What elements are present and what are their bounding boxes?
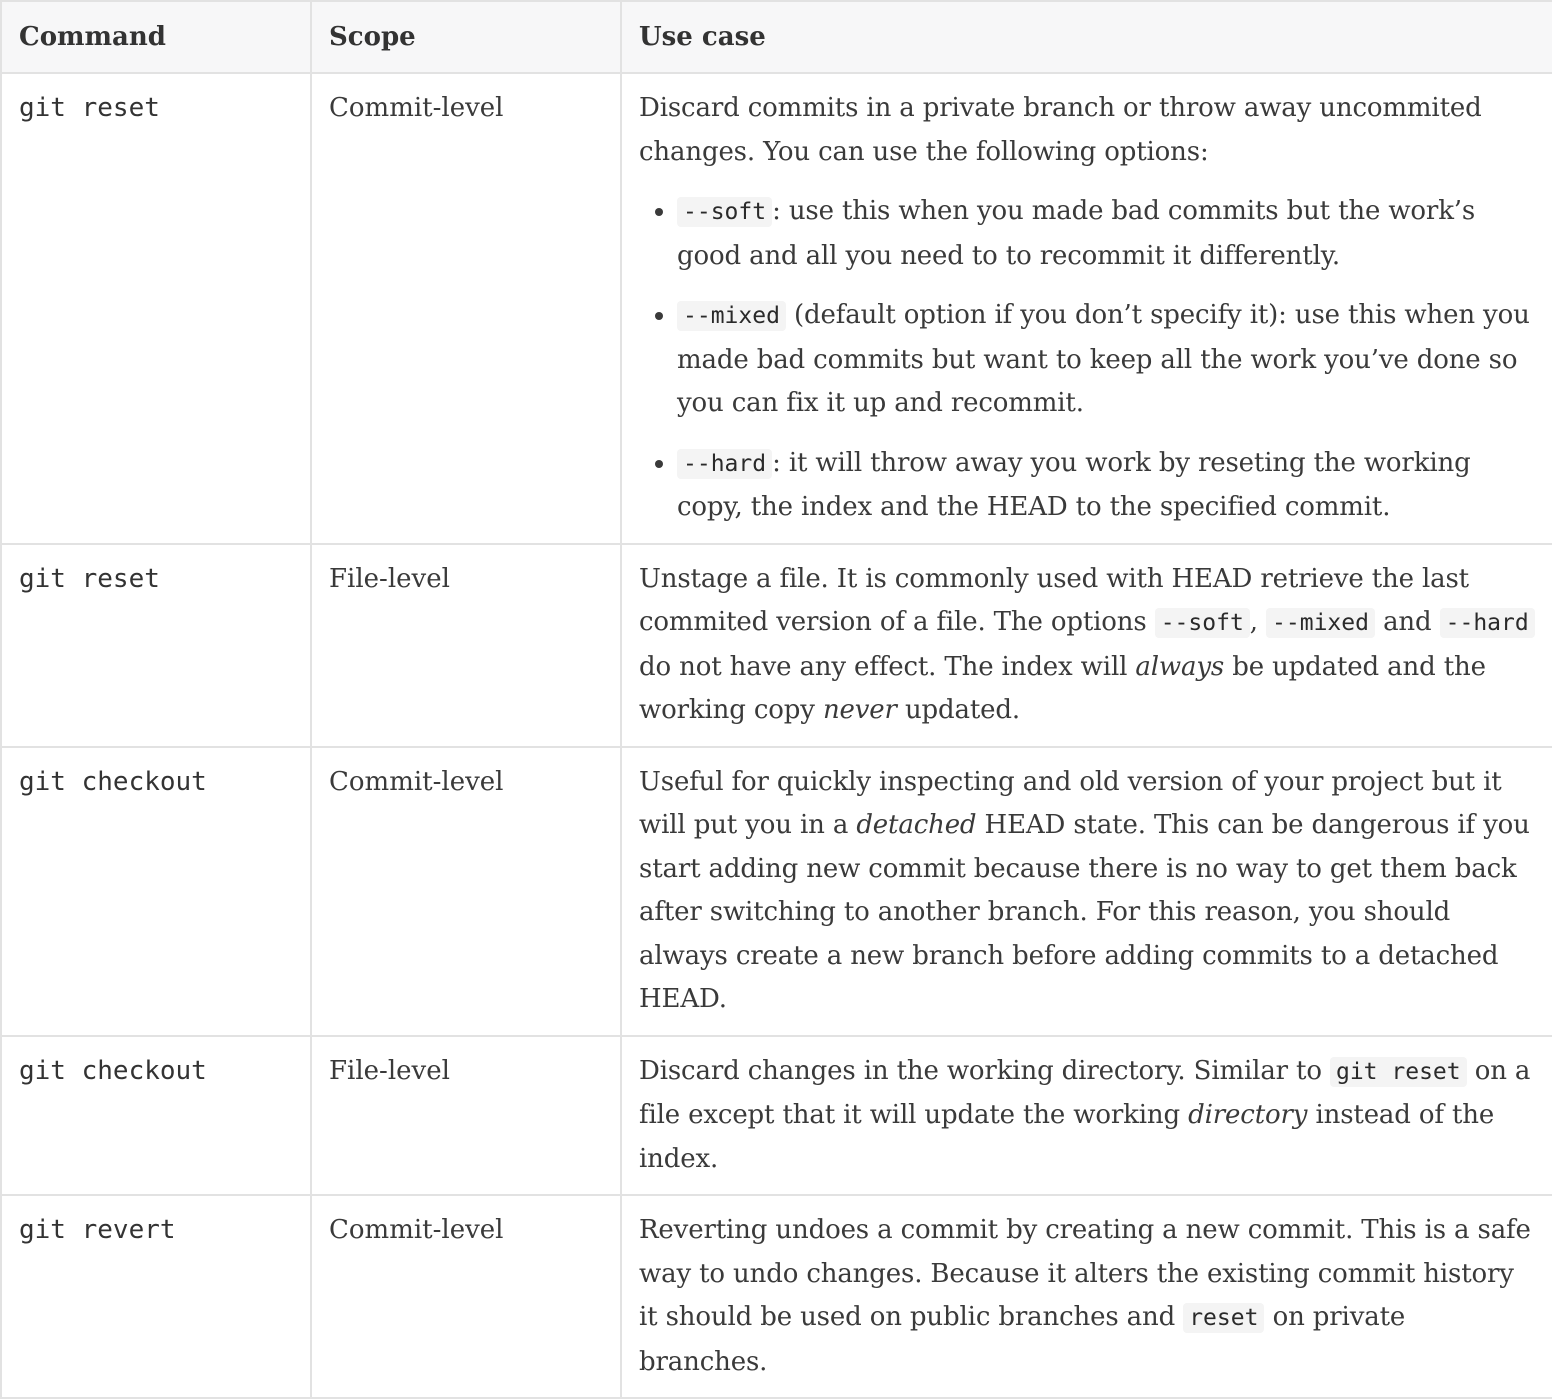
table-row <box>1 1036 1552 1196</box>
option-flag: --mixed <box>677 301 786 331</box>
text-run: Reverting undoes a commit by creating a new commit. This is a safe way to undo changes. Because it alters the existing commit history it should be used on public branches and <box>639 1215 1531 1332</box>
inline-code: --mixed <box>1266 608 1375 638</box>
option-item-soft <box>677 190 1536 278</box>
option-description: (default option if you don’t specify it): use this when you made bad commits but want to keep all the work you’ve done so you can fix it up and recommit. <box>677 300 1530 418</box>
command-cell: git checkout <box>1 1036 311 1196</box>
option-flag: --hard <box>677 449 772 479</box>
command-cell: git reset <box>1 544 311 747</box>
table-header-row <box>1 1 1552 73</box>
header-scope: Scope <box>311 1 621 73</box>
table-row <box>1 73 1552 544</box>
command-cell: git reset <box>1 73 311 544</box>
scope-cell: Commit-level <box>311 747 621 1036</box>
use-case-text <box>639 558 1536 733</box>
command-cell: git checkout <box>1 747 311 1036</box>
table-row <box>1 544 1552 747</box>
text-run: Unstage a file. It is commonly used with HEAD retrieve the last commited version of a file. The options <box>639 563 1469 637</box>
text-run: instead of the index. <box>639 1100 1495 1174</box>
table-row <box>1 747 1552 1036</box>
header-command: Command <box>1 1 311 73</box>
text-run: be updated and the working copy <box>639 651 1486 725</box>
option-item-hard <box>677 442 1536 530</box>
text-run: on a file except that it will update the working <box>639 1055 1531 1130</box>
use-case-text <box>639 1209 1536 1384</box>
header-use-case: Use case <box>621 1 1552 73</box>
use-case-cell <box>621 1195 1552 1398</box>
table-row <box>1 1195 1552 1398</box>
text-run: do not have any effect. The index will <box>639 651 1136 682</box>
text-run: on private branches. <box>639 1302 1406 1377</box>
option-flag: --soft <box>677 197 772 227</box>
command-cell: git revert <box>1 1195 311 1398</box>
scope-cell: Commit-level <box>311 1195 621 1398</box>
inline-code: --soft <box>1155 608 1250 638</box>
text-run: Discard changes in the working directory. Similar to <box>639 1055 1330 1086</box>
use-case-text <box>639 761 1536 1022</box>
inline-code: --hard <box>1440 608 1535 638</box>
scope-cell: File-level <box>311 1036 621 1196</box>
use-case-cell <box>621 544 1552 747</box>
inline-code: reset <box>1183 1303 1264 1333</box>
use-case-text <box>639 1050 1536 1182</box>
text-run: and <box>1374 607 1440 637</box>
text-run: HEAD state. This can be dangerous if you start adding new commit because there is no way to get them back after switching to another branch. For this reason, you should always create a new branch before adding commits to a detached HEAD. <box>639 810 1530 1014</box>
use-case-intro: Discard commits in a private branch or throw away uncommited changes. You can use the following options: <box>639 93 1482 167</box>
inline-code: git reset <box>1330 1057 1467 1087</box>
emphasis: always <box>1135 651 1225 682</box>
scope-cell: File-level <box>311 544 621 747</box>
text-run: , <box>1249 607 1267 637</box>
option-item-mixed <box>677 294 1536 426</box>
scope-cell: Commit-level <box>311 73 621 544</box>
text-run: Useful for quickly inspecting and old version of your project but it will put you in a <box>639 766 1502 840</box>
use-case-cell <box>621 1036 1552 1196</box>
emphasis: directory <box>1188 1100 1308 1130</box>
emphasis: never <box>822 695 897 725</box>
option-description: : it will throw away you work by reseting the working copy, the index and the HEAD to the specified commit. <box>677 447 1471 522</box>
use-case-cell <box>621 73 1552 544</box>
option-description: : use this when you made bad commits but the work’s good and all you need to to recommit it differently. <box>677 196 1476 271</box>
text-run: updated. <box>896 695 1021 725</box>
emphasis: detached <box>856 810 977 840</box>
use-case-cell <box>621 747 1552 1036</box>
options-list <box>639 190 1536 530</box>
